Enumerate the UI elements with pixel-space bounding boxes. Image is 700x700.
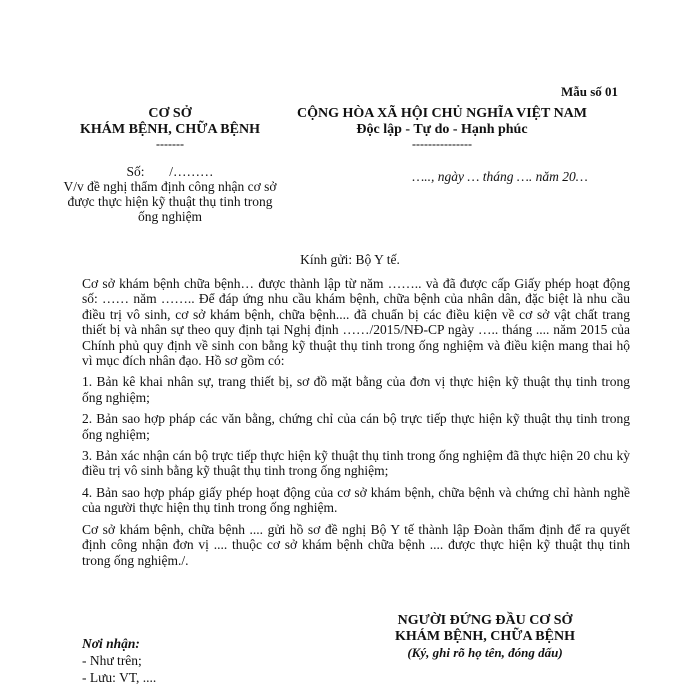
national-title: CỘNG HÒA XÃ HỘI CHỦ NGHĨA VIỆT NAM — [296, 106, 587, 121]
issuer-header — [60, 106, 280, 150]
addressee: Kính gửi: Bộ Y tế. — [300, 252, 400, 267]
document-number-value: /……… — [169, 164, 214, 179]
national-divider: --------------- — [412, 137, 472, 151]
body-item-1: 1. Bản kê khai nhân sự, trang thiết bị, sơ đồ mặt bằng của đơn vị thực hiện kỹ thuật thụ tinh trong ống nghiệm; — [82, 374, 630, 405]
recipients-title: Nơi nhận: — [82, 636, 140, 651]
signature-title-2: KHÁM BỆNH, CHỮA BỆNH — [395, 629, 575, 644]
form-number: Mẫu số 01 — [560, 84, 618, 99]
document-date: ….., ngày … tháng …. năm 20… — [412, 169, 588, 184]
body-item-3: 3. Bản xác nhận cán bộ trực tiếp thực hiện kỹ thuật thụ tinh trong ống nghiệm đã thực hiện 20 chu kỳ điều trị vô sinh bằng kỹ thuật thụ tinh trong ống nghiệm; — [82, 448, 630, 479]
national-motto: Độc lập - Tự do - Hạnh phúc — [356, 122, 528, 137]
document-number-label: Số: — [126, 164, 145, 179]
document-subject: V/v đề nghị thẩm định công nhận cơ sở được thực hiện kỹ thuật thụ tinh trong ống nghiệm — [63, 179, 277, 224]
signature-title-1: NGƯỜI ĐỨNG ĐẦU CƠ SỞ — [397, 613, 573, 628]
signature-block — [360, 613, 610, 661]
issuer-line-1: CƠ SỞ — [148, 106, 192, 121]
body-item-2: 2. Bản sao hợp pháp các văn bằng, chứng chỉ của cán bộ trực tiếp thực hiện kỹ thuật thụ tinh trong ống nghiệm; — [82, 411, 630, 442]
recipient-item: - Lưu: VT, .... — [82, 670, 157, 685]
body-item-4: 4. Bản sao hợp pháp giấy phép hoạt động của cơ sở khám bệnh, chữa bệnh và chứng chỉ hành nghề của người thực hiện thụ tinh trong ống nghiệm. — [82, 484, 630, 516]
signature-note: (Ký, ghi rõ họ tên, đóng dấu) — [407, 645, 563, 660]
recipient-item: - Như trên; — [82, 653, 142, 668]
issuer-line-2: KHÁM BỆNH, CHỮA BỆNH — [80, 122, 260, 137]
body-intro: Cơ sở khám bệnh chữa bệnh… được thành lập từ năm …….. và đã được cấp Giấy phép hoạt động số: …… năm …….. Để đáp ứng nhu cầu khám bệnh, chữa bệnh của nhân dân, đặc biệt là nhu cầu điều trị vô sinh, cơ sở khám bệnh, chữa bệnh.... đã chuẩn bị các điều kiện về cơ sở vật chất trang thiết bị và nhân sự theo quy định tại Nghị định ……/2015/NĐ-CP ngày ….. tháng .... năm 2015 của Chính phủ quy định về sinh con bằng kỹ thuật thụ tinh trong ống nghiệm và điều kiện mang thai hộ vì mục đích nhân đạo. Hồ sơ gồm có: — [82, 276, 630, 369]
national-header — [262, 106, 622, 150]
document-body — [82, 276, 630, 574]
issuer-divider: ------- — [156, 137, 184, 151]
document-number — [60, 164, 280, 180]
recipients — [82, 635, 156, 686]
body-closing: Cơ sở khám bệnh, chữa bệnh .... gửi hồ sơ đề nghị Bộ Y tế thành lập Đoàn thẩm định để ra quyết định công nhận đơn vị .... thuộc cơ sở khám bệnh chữa bệnh .... được thực hiện kỹ thuật thụ tinh trong ống nghiệm./. — [82, 521, 630, 568]
